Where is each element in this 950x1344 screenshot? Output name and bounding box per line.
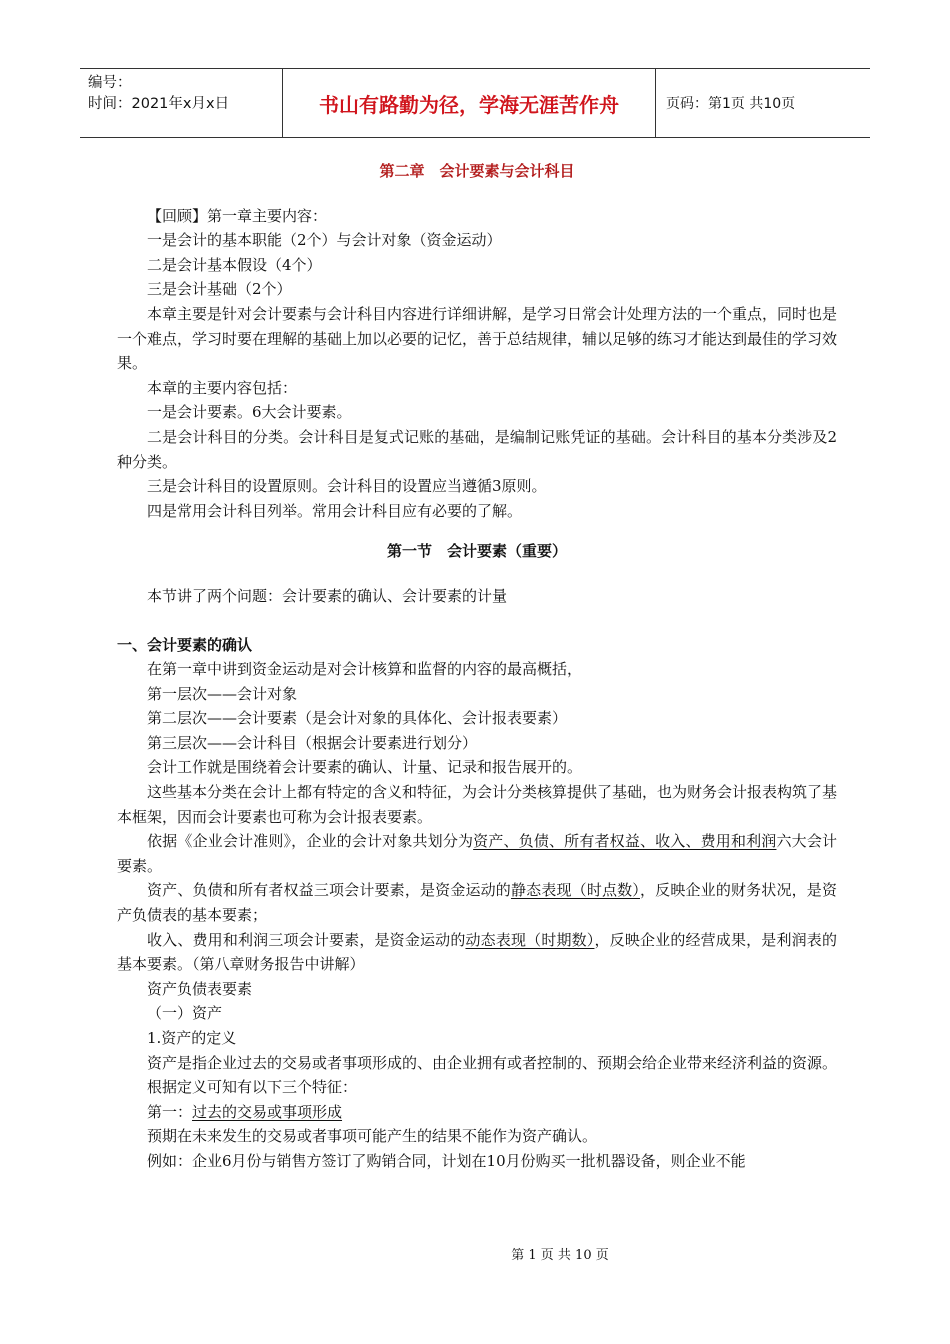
section-title: 第一节 会计要素（重要）: [386, 542, 567, 561]
paragraph: 第二层次——会计要素（是会计对象的具体化、会计报表要素）: [147, 709, 568, 728]
paragraph: 在第一章中讲到资金运动是对会计核算和监督的内容的最高概括，: [147, 660, 583, 679]
paragraph: 第一层次——会计对象: [147, 684, 298, 703]
review-line-4: 三是会计基础（2个）: [147, 280, 292, 299]
paragraph-six-elements: 依据《企业会计准则》，企业的会计对象共划分为资产、负债、所有者权益、收入、费用和利润六大会计要素。: [117, 832, 837, 875]
review-line-1: 【回顾】第一章主要内容：: [147, 206, 328, 225]
underlined-text: 过去的交易或事项形成: [192, 1102, 343, 1121]
page-header: [80, 68, 870, 138]
page-code: 页码：第1页 共10页: [666, 96, 796, 112]
document-body: [117, 159, 837, 1174]
paragraph: 会计工作就是围绕着会计要素的确认、计量、记录和报告展开的。: [147, 758, 583, 777]
paragraph-static: 资产、负债和所有者权益三项会计要素，是资金运动的静态表现（时点数），反映企业的财务状况，是资产负债表的基本要素；: [117, 881, 837, 925]
number-label: 编号：: [88, 75, 132, 91]
review-line-2: 一是会计的基本职能（2个）与会计对象（资金运动）: [147, 231, 502, 250]
paragraph: （一）资产: [147, 1004, 223, 1023]
contents-item-3: 三是会计科目的设置原则。会计科目的设置应当遵循3原则。: [147, 477, 547, 496]
header-left-cell: [80, 69, 282, 137]
section-intro: 本节讲了两个问题：会计要素的确认、会计要素的计量: [147, 586, 508, 605]
paragraph: 例如：企业6月份与销售方签订了购销合同，计划在10月份购买一批机器设备，则企业不能: [147, 1151, 746, 1170]
page-code-cell: [656, 69, 870, 137]
chapter-title: 第二章 会计要素与会计科目: [379, 162, 575, 180]
motto-cell: [282, 69, 656, 137]
page-footer: 第 1 页 共 10 页: [511, 1248, 609, 1263]
chapter-overview: 本章主要是针对会计要素与会计科目内容进行详细讲解，是学习日常会计处理方法的一个重点，同时也是一个难点，学习时要在理解的基础上加以必要的记忆，善于总结规律，辅以足够的练习才能达到最佳的学习效果。: [117, 304, 838, 373]
paragraph: 预期在未来发生的交易或者事项可能产生的结果不能作为资产确认。: [147, 1127, 598, 1146]
paragraph: 1.资产的定义: [147, 1029, 237, 1047]
paragraph-dynamic: 收入、费用和利润三项会计要素，是资金运动的动态表现（时期数），反映企业的经营成果，是利润表的基本要素。（第八章财务报告中讲解）: [117, 930, 837, 974]
paragraph: 这些基本分类在会计上都有特定的含义和特征，为会计分类核算提供了基础，也为财务会计报表构筑了基本框架，因而会计要素也可称为会计报表要素。: [117, 783, 838, 826]
contents-item-1: 一是会计要素。6大会计要素。: [147, 403, 352, 422]
paragraph: 根据定义可知有以下三个特征：: [147, 1078, 358, 1097]
time-label: 时间：2021年x月x日: [88, 96, 230, 112]
underlined-text: 资产、负债、所有者权益、收入、费用和利润: [473, 832, 777, 851]
contents-item-2: 二是会计科目的分类。会计科目是复式记账的基础，是编制记账凭证的基础。会计科目的基本分类涉及2种分类。: [117, 427, 837, 471]
subsection-heading: 一、会计要素的确认: [117, 635, 253, 654]
review-line-3: 二是会计基本假设（4个）: [147, 255, 322, 274]
spacer: [117, 609, 837, 633]
motto-text: 书山有路勤为径，学海无涯苦作舟: [319, 92, 619, 117]
contents-item-4: 四是常用会计科目列举。常用会计科目应有必要的了解。: [147, 501, 523, 520]
paragraph: 第三层次——会计科目（根据会计要素进行划分）: [147, 733, 478, 752]
underlined-text: 动态表现（时期数）: [465, 930, 595, 949]
paragraph-feature-1: 第一：过去的交易或事项形成: [147, 1102, 343, 1121]
paragraph: 资产负债表要素: [147, 979, 253, 998]
paragraph: 资产是指企业过去的交易或者事项形成的、由企业拥有或者控制的、预期会给企业带来经济利益的资源。: [147, 1053, 838, 1072]
underlined-text: 静态表现（时点数）: [510, 881, 640, 900]
contents-intro: 本章的主要内容包括：: [147, 378, 298, 397]
